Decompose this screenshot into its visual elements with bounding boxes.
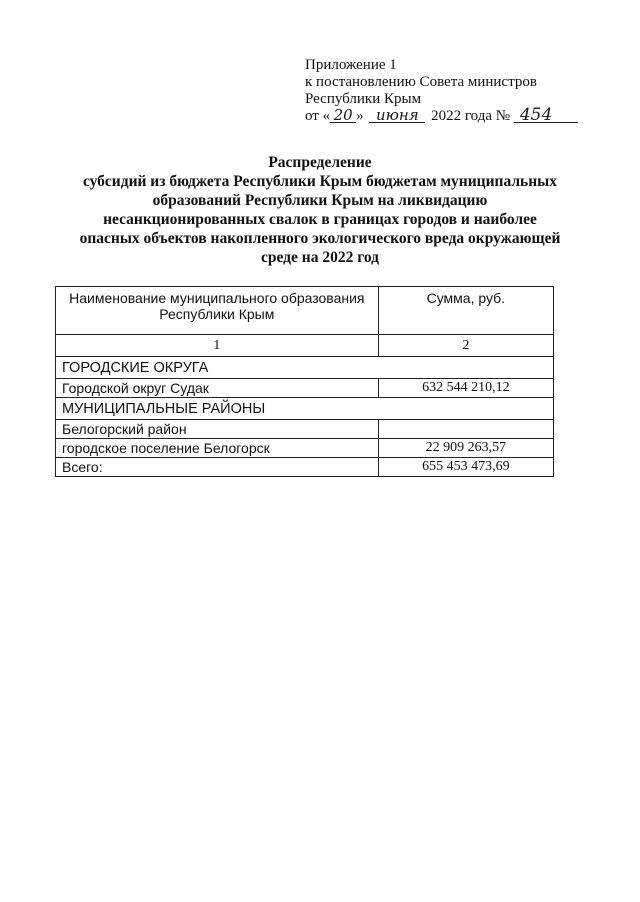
total-row [56,458,554,477]
appendix-line-1: Приложение 1 [305,57,397,73]
appendix-date-line [305,105,625,125]
appendix-header [305,57,625,125]
table-row [56,420,554,439]
row-sum: 22 909 263,57 [378,439,553,458]
date-year: 2022 года № [431,108,511,124]
header-name: Наименование муниципального образования Республики Крым [56,287,379,335]
title-line-1: субсидий из бюджета Республики Крым бюджетам муниципальных [82,173,558,190]
title-line-2: образований Республики Крым на ликвидацию [152,192,488,209]
section-row [56,398,554,420]
date-prefix: от « [305,108,331,124]
section-municipal-districts: МУНИЦИПАЛЬНЫЕ РАЙОНЫ [56,398,554,420]
total-sum: 655 453 473,69 [378,458,553,477]
row-name: Городской округ Судак [56,379,379,398]
row-sum [378,420,553,439]
row-sum: 632 544 210,12 [378,379,553,398]
column-number-1: 1 [56,335,379,357]
table-row [56,379,554,398]
appendix-line-2: к постановлению Совета министров [305,74,537,90]
section-row [56,357,554,379]
table-header-row [56,287,554,335]
title-line-4: опасных объектов накопленного экологического вреда окружающей [79,230,561,247]
column-number-row [56,335,554,357]
date-mid: » [356,108,364,124]
row-name: Белогорский район [56,420,379,439]
appendix-line-3: Республики Крым [305,91,422,107]
table-row [56,439,554,458]
doc-number-handwritten: 454 [514,108,578,123]
distribution-table [55,286,554,477]
title-line-5: среде на 2022 год [261,249,379,266]
row-name: городское поселение Белогорск [56,439,379,458]
document-title [40,153,600,267]
column-number-2: 2 [378,335,553,357]
date-month-handwritten: июня [369,108,425,123]
title-line-3: несанкционированных свалок в границах городов и наиболее [103,211,537,228]
header-sum: Сумма, руб. [378,287,553,335]
date-day-handwritten: 20 [330,108,356,123]
total-label: Всего: [56,458,379,477]
section-city-districts: ГОРОДСКИЕ ОКРУГА [56,357,554,379]
title-heading: Распределение [268,154,372,171]
